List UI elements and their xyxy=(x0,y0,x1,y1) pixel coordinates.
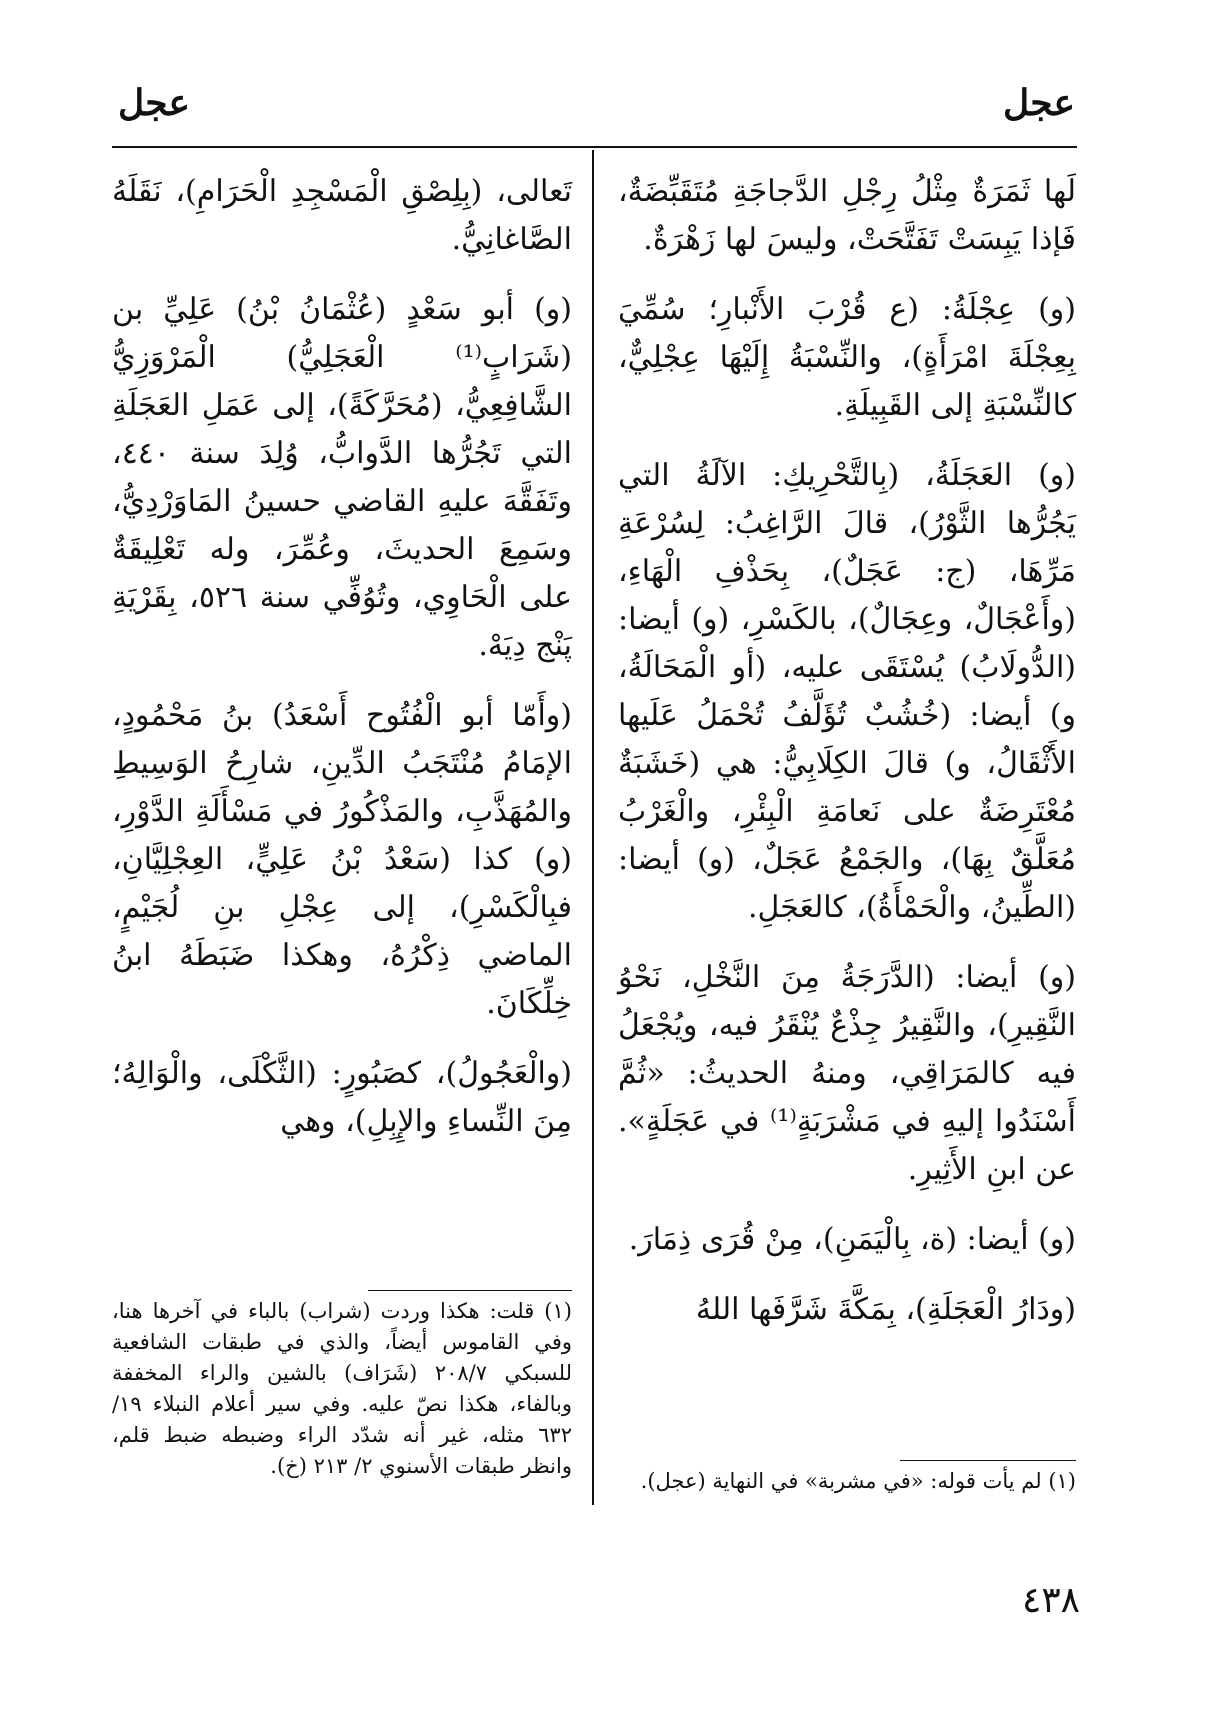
right-paragraph-1: لَها ثَمَرَةٌ مِثْلُ رِجْلِ الدَّجاجَةِ مُتَقَبِّضَةٌ، فَإذا يَبِسَتْ تَفَتَّحَتْ، وليسَ لها زَهْرَةٌ. xyxy=(618,174,1076,257)
header-rule xyxy=(112,146,1077,148)
right-paragraph-5: (و) أيضا: (ة، بِالْيَمَنِ)، مِنْ قُرَى ذِمَارَ. xyxy=(628,1222,1076,1257)
running-head-left: عجل xyxy=(118,82,190,124)
running-head-right: عجل xyxy=(1003,82,1075,124)
left-paragraph-4: (والْعَجُولُ)، كصَبُورٍ: (الثَّكْلَى، والْوَالِهُ؛ مِنَ النِّساءِ والإِبِلِ)، وهي xyxy=(112,1056,572,1139)
footnote-rule-left xyxy=(368,1290,572,1291)
right-column xyxy=(618,168,1076,1334)
footnote-left: (١) قلت: هكذا وردت (شراب) بالباء في آخرها هنا، وفي القاموس أيضاً، والذي في طبقات الشافعية للسبكي ٢٠٨/٧ (شَرَاف) بالشين والراء المخففة وبالفاء، هكذا نصّ عليه. وفي سير أعلام النبلاء ١٩/ ٦٣٢ مثله، غير أنه شدّد الراء وضبطه ضبط قلم، وانظر طبقات الأسنوي ٢/ ٢١٣ (خ). xyxy=(112,1299,572,1478)
right-paragraph-3: (و) العَجَلَةُ، (بِالتَّحْرِيكِ: الآلَةُ التي يَجُرُّها الثَّوْرُ)، قالَ الرَّاغِبُ: لِسُرْعَةِ مَرِّهَا، (ج: عَجَلٌ)، بِحَذْفِ الْهَاءِ، (وأَعْجَالٌ، وعِجَالٌ)، بالكَسْرِ، (و) أيضا: (الدُّولَابُ) يُسْتَقَى عليه، (أو الْمَحَالَةُ، و) أيضا: (خُشُبٌ تُؤَلَّفُ تُحْمَلُ عَلَيها الأَثْقَالُ، و) قالَ الكِلَابِيُّ: هي (خَشَبَةٌ مُعْتَرِضَةٌ على نَعامَةِ الْبِئْرِ، والْغَرْبُ مُعَلَّقٌ بِهَا)، والجَمْعُ عَجَلٌ، (و) أيضا: (الطِّينُ، والْحَمْأَةُ)، كالعَجَلِ. xyxy=(618,458,1076,925)
right-paragraph-6: (ودَارُ الْعَجَلَةِ)، بِمَكَّةَ شَرَّفَها اللهُ xyxy=(695,1292,1076,1327)
left-paragraph-2: (و) أبو سَعْدٍ (عُثْمَانُ بْنُ) عَلِيِّ بن (شَرَابٍ⁽¹⁾ الْعَجَلِيُّ) الْمَرْوَزِيُّ الشَّافِعِيُّ، (مُحَرَّكَةً)، إلى عَمَلِ العَجَلَةِ التي تَجُرُّها الدَّوابُّ، وُلِدَ سنة ٤٤٠، وتَفَقَّهَ عليهِ القاضي حسينُ المَاوَرْدِيُّ، وسَمِعَ الحديثَ، وعُمِّرَ، وله تَعْلِيقَةٌ على الْحَاوِي، وتُوُفِّي سنة ٥٢٦، بِقَرْيَةِ پَنْج دِيَهْ. xyxy=(112,292,572,663)
right-paragraph-4: (و) أيضا: (الدَّرَجَةُ مِنَ النَّخْلِ، نَحْوُ النَّقِيرِ)، والنَّقِيرُ جِذْعٌ يُنْقَرُ فيه، ويُجْعَلُ فيه كالمَرَاقِي، ومنهُ الحديثُ: «ثُمَّ أَسْنَدُوا إليهِ في مَشْرَبَةٍ⁽¹⁾ في عَجَلَةٍ». عن ابنِ الأَثِيرِ. xyxy=(618,960,1076,1187)
left-paragraph-1: تَعالى، (بِلِصْقِ الْمَسْجِدِ الْحَرَامِ)، نَقَلَهُ الصَّاغانِيُّ. xyxy=(112,174,572,257)
page-number: ٤٣٨ xyxy=(1022,1580,1081,1621)
left-paragraph-3: (وأَمّا أبو الْفُتُوح أَسْعَدُ) بنُ مَحْمُودٍ، الإمَامُ مُنْتَجَبُ الدِّينِ، شارِحُ الوَسِيطِ والمُهَذَّبِ، والمَذْكُورُ في مَسْأَلَةِ الدَّوْرِ، (و) كذا (سَعْدُ بْنُ عَلِيٍّ، العِجْلِيَّانِ، فبِالْكَسْرِ)، إلى عِجْلِ بنِ لُجَيْمٍ، الماضي ذِكْرُهُ، وهكذا ضَبَطَهُ ابنُ خِلِّكَانَ. xyxy=(112,698,572,1021)
column-divider xyxy=(592,150,594,1505)
footnote-rule-right xyxy=(900,1460,1076,1461)
footnote-right: (١) لم يأت قوله: «في مشربة» في النهاية (عجل). xyxy=(640,1469,1076,1493)
right-paragraph-2: (و) عِجْلَةُ: (ع قُرْبَ الأَنْبارِ؛ سُمِّيَ بِعِجْلَةَ امْرَأَةٍ)، والنِّسْبَةُ إِلَيْهَا عِجْلِيٌّ، كالنِّسْبَةِ إلى القَبِيلَةِ. xyxy=(618,292,1076,423)
left-column xyxy=(112,168,572,1146)
